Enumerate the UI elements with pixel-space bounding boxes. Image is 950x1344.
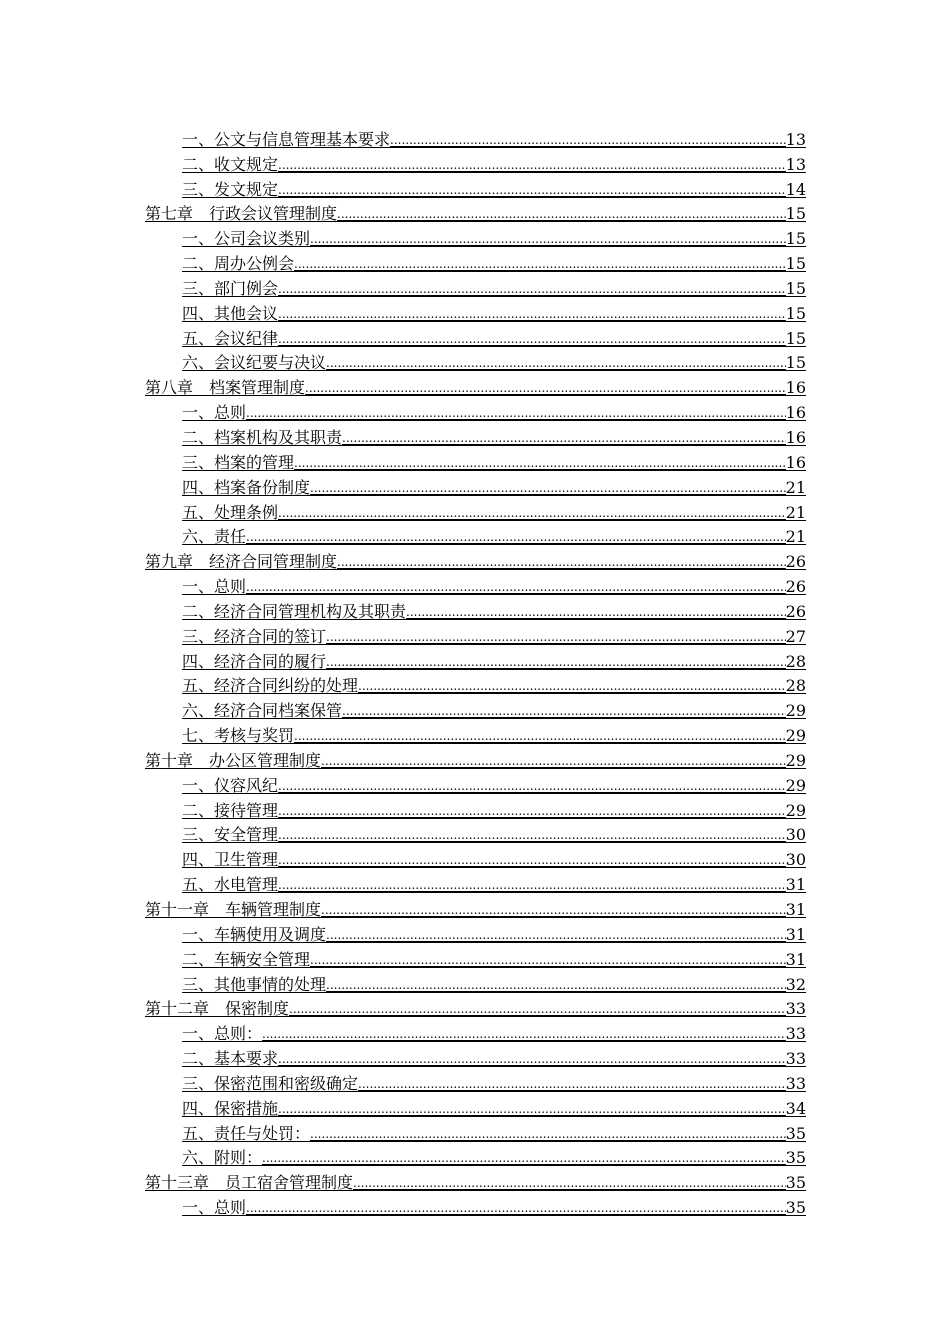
toc-dot-leader: [310, 229, 786, 249]
toc-page-number: 28: [785, 676, 806, 696]
toc-page-number: 21: [785, 502, 806, 522]
toc-entry-title: 三、其他事情的处理: [182, 974, 327, 994]
toc-page-number: 15: [785, 303, 806, 323]
toc-page-number: 15: [785, 254, 806, 274]
toc-entry-title: 第七章 行政会议管理制度: [145, 204, 338, 224]
toc-dot-leader: [262, 1024, 786, 1044]
toc-dot-leader: [294, 453, 786, 473]
toc-entry-title: 四、卫生管理: [182, 850, 279, 870]
toc-section-link[interactable]: [145, 970, 806, 995]
toc-page-number: 30: [785, 850, 806, 870]
toc-section-link[interactable]: [145, 1044, 806, 1069]
toc-dot-leader: [310, 950, 786, 970]
toc-entry-title: 第八章 档案管理制度: [145, 378, 306, 398]
toc-entry-title: 六、附则：: [182, 1148, 263, 1168]
toc-section-link[interactable]: [145, 398, 806, 423]
toc-entry-title: 二、车辆安全管理: [182, 949, 311, 969]
toc-dot-leader: [294, 254, 786, 274]
toc-page-number: 27: [785, 626, 806, 646]
toc-entry-title: 五、会议纪律: [182, 328, 279, 348]
toc-page-number: 35: [785, 1198, 806, 1218]
toc-dot-leader: [278, 304, 786, 324]
toc-page-number: 35: [785, 1123, 806, 1143]
toc-page-number: 13: [785, 129, 806, 149]
toc-dot-leader: [342, 701, 786, 721]
toc-page-number: 16: [785, 427, 806, 447]
toc-page-number: 29: [785, 701, 806, 721]
toc-section-link[interactable]: [145, 672, 806, 697]
toc-dot-leader: [278, 875, 786, 895]
toc-chapter-link[interactable]: [145, 995, 806, 1020]
toc-page-number: 35: [785, 1173, 806, 1193]
toc-dot-leader: [246, 527, 786, 547]
toc-page-number: 16: [785, 378, 806, 398]
toc-entry-title: 一、总则: [182, 1198, 247, 1218]
toc-page-number: 26: [785, 601, 806, 621]
toc-section-link[interactable]: [145, 920, 806, 945]
toc-entry-title: 二、经济合同管理机构及其职责: [182, 601, 407, 621]
toc-entry-title: 二、档案机构及其职责: [182, 427, 343, 447]
toc-dot-leader: [321, 751, 786, 771]
toc-entry-title: 五、责任与处罚：: [182, 1123, 311, 1143]
toc-dot-leader: [246, 577, 786, 597]
toc-section-link[interactable]: [145, 175, 806, 200]
toc-entry-title: 第十二章 保密制度: [145, 999, 290, 1019]
toc-chapter-link[interactable]: [145, 746, 806, 771]
toc-dot-leader: [310, 1124, 786, 1144]
toc-section-link[interactable]: [145, 572, 806, 597]
toc-page-number: 32: [785, 974, 806, 994]
toc-section-link[interactable]: [145, 721, 806, 746]
toc-page-number: 31: [785, 949, 806, 969]
toc-dot-leader: [278, 329, 786, 349]
toc-entry-title: 二、接待管理: [182, 800, 279, 820]
toc-section-link[interactable]: [145, 696, 806, 721]
toc-dot-leader: [358, 676, 786, 696]
toc-page-number: 31: [785, 924, 806, 944]
toc-dot-leader: [278, 1049, 786, 1069]
toc-page-number: 21: [785, 477, 806, 497]
toc-page-number: 33: [785, 1024, 806, 1044]
toc-dot-leader: [406, 602, 786, 622]
toc-dot-leader: [294, 726, 786, 746]
toc-page-number: 29: [785, 800, 806, 820]
toc-section-link[interactable]: [145, 523, 806, 548]
toc-dot-leader: [246, 403, 786, 423]
toc-chapter-link[interactable]: [145, 547, 806, 572]
toc-entry-title: 四、经济合同的履行: [182, 651, 327, 671]
toc-section-link[interactable]: [145, 498, 806, 523]
toc-page-number: 21: [785, 527, 806, 547]
toc-entry-title: 六、责任: [182, 527, 247, 547]
toc-dot-leader: [278, 776, 786, 796]
toc-section-link[interactable]: [145, 1144, 806, 1169]
toc-dot-leader: [326, 975, 786, 995]
toc-page-number: 30: [785, 825, 806, 845]
toc-dot-leader: [278, 503, 786, 523]
toc-entry-title: 一、车辆使用及调度: [182, 924, 327, 944]
toc-chapter-link[interactable]: [145, 200, 806, 225]
toc-entry-title: 一、总则：: [182, 1024, 263, 1044]
toc-dot-leader: [278, 850, 786, 870]
toc-section-link[interactable]: [145, 1069, 806, 1094]
toc-page-number: 29: [785, 775, 806, 795]
toc-entry-title: 七、考核与奖罚: [182, 726, 295, 746]
toc-chapter-link[interactable]: [145, 1168, 806, 1193]
toc-entry-title: 五、处理条例: [182, 502, 279, 522]
toc-entry-title: 五、水电管理: [182, 875, 279, 895]
toc-entry-title: 一、总则: [182, 403, 247, 423]
toc-dot-leader: [390, 130, 786, 150]
toc-entry-title: 三、经济合同的签订: [182, 626, 327, 646]
toc-entry-title: 第十一章 车辆管理制度: [145, 900, 322, 919]
toc-page-number: 15: [785, 328, 806, 348]
toc-entry-title: 三、保密范围和密级确定: [182, 1073, 359, 1093]
toc-entry-title: 一、公文与信息管理基本要求: [182, 129, 391, 149]
toc-dot-leader: [278, 180, 786, 200]
toc-section-link[interactable]: [145, 821, 806, 846]
toc-dot-leader: [278, 279, 786, 299]
toc-entry-title: 五、经济合同纠纷的处理: [182, 676, 359, 696]
toc-page-number: 16: [785, 452, 806, 472]
toc-section-link[interactable]: [145, 597, 806, 622]
toc-dot-leader: [337, 204, 786, 224]
toc-entry-title: 第十三章 员工宿舍管理制度: [145, 1173, 354, 1193]
toc-section-link[interactable]: [145, 796, 806, 821]
toc-section-link[interactable]: [145, 1094, 806, 1119]
toc-entry-title: 三、安全管理: [182, 825, 279, 845]
toc-entry-title: 二、基本要求: [182, 1049, 279, 1069]
toc-page-number: 15: [785, 278, 806, 298]
toc-section-link[interactable]: [145, 299, 806, 324]
toc-dot-leader: [246, 1198, 786, 1218]
toc-dot-leader: [353, 1173, 786, 1193]
toc-dot-leader: [278, 155, 786, 175]
toc-entry-title: 四、保密措施: [182, 1098, 279, 1118]
toc-dot-leader: [337, 552, 786, 572]
toc-page-number: 26: [785, 577, 806, 597]
toc-page-number: 14: [785, 179, 806, 199]
toc-dot-leader: [305, 378, 786, 398]
toc-page-number: 15: [785, 353, 806, 373]
toc-page-number: 29: [785, 750, 806, 770]
toc-section-link[interactable]: [145, 349, 806, 374]
toc-section-link[interactable]: [145, 845, 806, 870]
toc-entry-title: 一、总则: [182, 577, 247, 597]
toc-page-number: 31: [785, 900, 806, 919]
toc-page-number: 34: [785, 1098, 806, 1118]
toc-dot-leader: [358, 1074, 786, 1094]
toc-section-link[interactable]: [145, 945, 806, 970]
toc-entry-title: 三、部门例会: [182, 278, 279, 298]
toc-page-number: 33: [785, 1073, 806, 1093]
toc-section-link[interactable]: [145, 224, 806, 249]
toc-page-number: 28: [785, 651, 806, 671]
toc-entry-title: 一、公司会议类别: [182, 229, 311, 249]
toc-dot-leader: [321, 900, 786, 920]
toc-section-link[interactable]: [145, 622, 806, 647]
toc-page-number: 35: [785, 1148, 806, 1168]
toc-page-number: 33: [785, 1049, 806, 1069]
toc-entry-title: 第九章 经济合同管理制度: [145, 552, 338, 572]
toc-page-number: 31: [785, 875, 806, 895]
toc-dot-leader: [342, 428, 786, 448]
toc-page-number: 15: [785, 204, 806, 224]
toc-chapter-link[interactable]: [145, 895, 806, 920]
toc-section-link[interactable]: [145, 125, 806, 150]
toc-entry-title: 二、周办公例会: [182, 254, 295, 274]
toc-entry-title: 四、其他会议: [182, 303, 279, 323]
toc-page-number: 16: [785, 403, 806, 423]
toc-page-number: 15: [785, 229, 806, 249]
toc-dot-leader: [278, 1099, 786, 1119]
toc-section-link[interactable]: [145, 771, 806, 796]
toc-page-number: 33: [785, 999, 806, 1019]
toc-entry-title: 六、经济合同档案保管: [182, 701, 343, 721]
toc-entry-title: 三、发文规定: [182, 179, 279, 199]
toc-dot-leader: [289, 999, 786, 1019]
toc-section-link[interactable]: [145, 324, 806, 349]
toc-section-link[interactable]: [145, 274, 806, 299]
toc-section-link[interactable]: [145, 150, 806, 175]
toc-section-link[interactable]: [145, 647, 806, 672]
toc-entry-title: 三、档案的管理: [182, 452, 295, 472]
toc-page-number: 26: [785, 552, 806, 572]
toc-section-link[interactable]: [145, 1019, 806, 1044]
toc-entry-title: 第十章 办公区管理制度: [145, 750, 322, 770]
toc-section-link[interactable]: [145, 1119, 806, 1144]
toc-section-link[interactable]: [145, 249, 806, 274]
toc-entry-title: 四、档案备份制度: [182, 477, 311, 497]
toc-dot-leader: [326, 353, 786, 373]
table-of-contents: [145, 125, 806, 1218]
toc-entry-title: 二、收文规定: [182, 154, 279, 174]
toc-section-link[interactable]: [145, 870, 806, 895]
toc-dot-leader: [278, 825, 786, 845]
toc-section-link[interactable]: [145, 448, 806, 473]
toc-section-link[interactable]: [145, 1193, 806, 1218]
toc-dot-leader: [326, 925, 786, 945]
toc-dot-leader: [278, 801, 786, 821]
toc-chapter-link[interactable]: [145, 373, 806, 398]
toc-section-link[interactable]: [145, 423, 806, 448]
toc-page-number: 13: [785, 154, 806, 174]
toc-entry-title: 一、仪容风纪: [182, 775, 279, 795]
toc-dot-leader: [326, 652, 786, 672]
toc-entry-title: 六、会议纪要与决议: [182, 353, 327, 373]
toc-section-link[interactable]: [145, 473, 806, 498]
toc-page-number: 29: [785, 726, 806, 746]
toc-dot-leader: [262, 1148, 786, 1168]
toc-dot-leader: [310, 478, 786, 498]
toc-dot-leader: [326, 627, 786, 647]
